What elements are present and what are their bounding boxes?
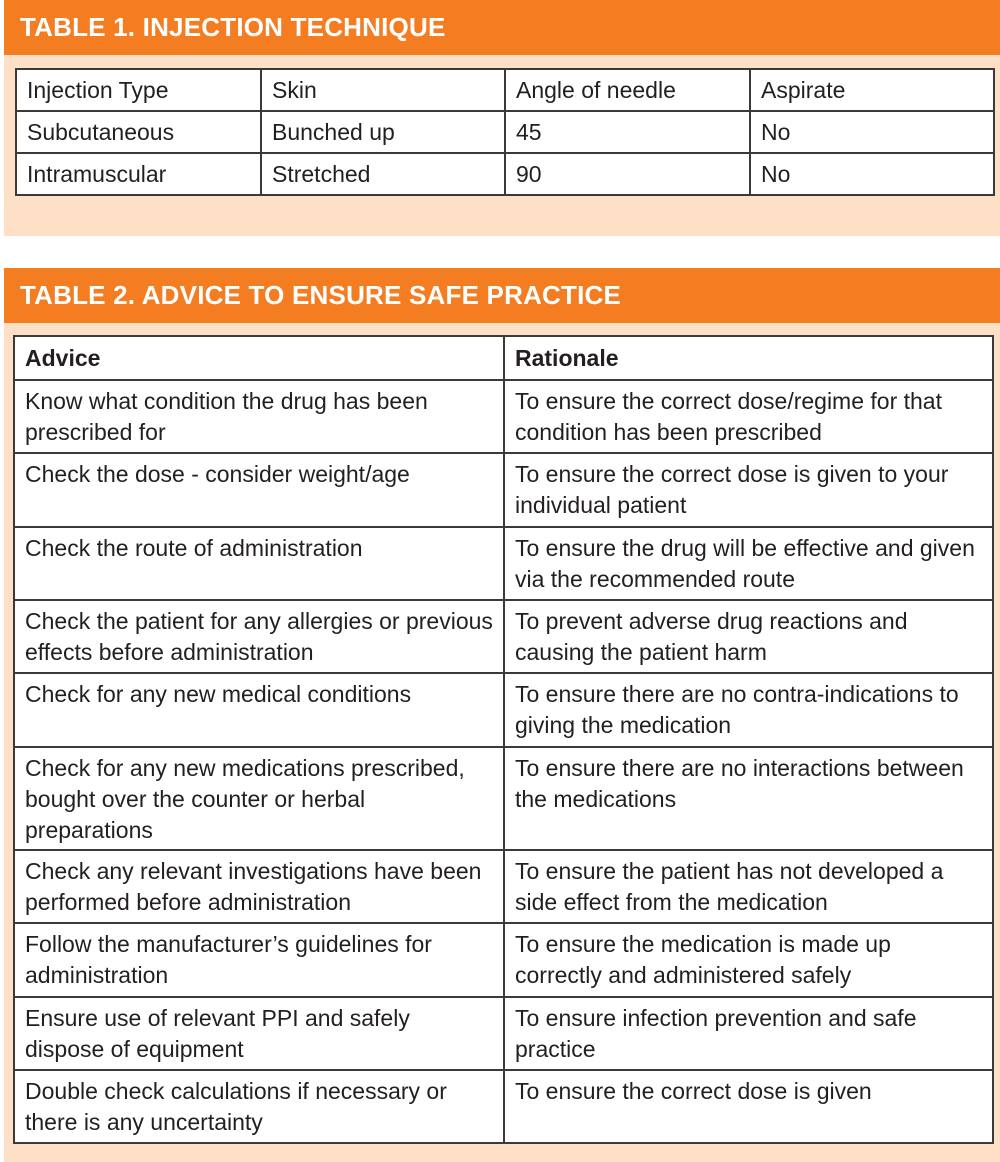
- table-cell: No: [750, 111, 994, 153]
- injection-technique-table: [15, 68, 995, 196]
- advice-cell: Check the route of administration: [14, 527, 504, 600]
- rationale-cell: To ensure the drug will be effective and given via the recommended route: [504, 527, 993, 600]
- rationale-cell: To ensure the correct dose/regime for that condition has been prescribed: [504, 380, 993, 453]
- table-cell: 45: [505, 111, 750, 153]
- column-header: Skin: [261, 69, 505, 111]
- column-header-advice: Advice: [14, 336, 504, 380]
- table2-panel: [4, 268, 1000, 1162]
- advice-cell: Check the patient for any allergies or previous effects before administration: [14, 600, 504, 673]
- advice-cell: Check any relevant investigations have been performed before administration: [14, 850, 504, 923]
- advice-cell: Check for any new medical conditions: [14, 673, 504, 747]
- table-row: [14, 673, 993, 747]
- advice-cell: Double check calculations if necessary or there is any uncertainty: [14, 1070, 504, 1143]
- table-row: [14, 923, 993, 997]
- table-header-row: [16, 69, 994, 111]
- table-cell: 90: [505, 153, 750, 195]
- column-header-rationale: Rationale: [504, 336, 993, 380]
- rationale-cell: To ensure there are no interactions between the medications: [504, 747, 993, 850]
- table-cell: Bunched up: [261, 111, 505, 153]
- table2-title: TABLE 2. ADVICE TO ENSURE SAFE PRACTICE: [4, 268, 1000, 323]
- advice-cell: Check for any new medications prescribed, bought over the counter or herbal preparations: [14, 747, 504, 850]
- rationale-cell: To ensure the correct dose is given: [504, 1070, 993, 1143]
- column-header: Injection Type: [16, 69, 261, 111]
- table1-panel: [4, 0, 1000, 236]
- safe-practice-table: [13, 335, 994, 1144]
- column-header: Angle of needle: [505, 69, 750, 111]
- advice-cell: Know what condition the drug has been prescribed for: [14, 380, 504, 453]
- rationale-cell: To ensure infection prevention and safe practice: [504, 997, 993, 1070]
- table-cell: Intramuscular: [16, 153, 261, 195]
- table-row: [14, 850, 993, 923]
- table-row: [14, 1070, 993, 1143]
- table-cell: Subcutaneous: [16, 111, 261, 153]
- table-cell: Stretched: [261, 153, 505, 195]
- table-row: [14, 453, 993, 527]
- table-row: [14, 747, 993, 850]
- table-header-row: [14, 336, 993, 380]
- rationale-cell: To ensure the correct dose is given to your individual patient: [504, 453, 993, 527]
- advice-cell: Check the dose - consider weight/age: [14, 453, 504, 527]
- advice-cell: Follow the manufacturer’s guidelines for administration: [14, 923, 504, 997]
- table-cell: No: [750, 153, 994, 195]
- table1-title: TABLE 1. INJECTION TECHNIQUE: [4, 0, 1000, 55]
- table-row: [16, 153, 994, 195]
- rationale-cell: To ensure there are no contra-indications to giving the medication: [504, 673, 993, 747]
- table-row: [14, 527, 993, 600]
- rationale-cell: To ensure the patient has not developed a side effect from the medication: [504, 850, 993, 923]
- rationale-cell: To ensure the medication is made up correctly and administered safely: [504, 923, 993, 997]
- rationale-cell: To prevent adverse drug reactions and causing the patient harm: [504, 600, 993, 673]
- column-header: Aspirate: [750, 69, 994, 111]
- table-row: [16, 111, 994, 153]
- table-row: [14, 997, 993, 1070]
- table-row: [14, 380, 993, 453]
- advice-cell: Ensure use of relevant PPI and safely dispose of equipment: [14, 997, 504, 1070]
- table-row: [14, 600, 993, 673]
